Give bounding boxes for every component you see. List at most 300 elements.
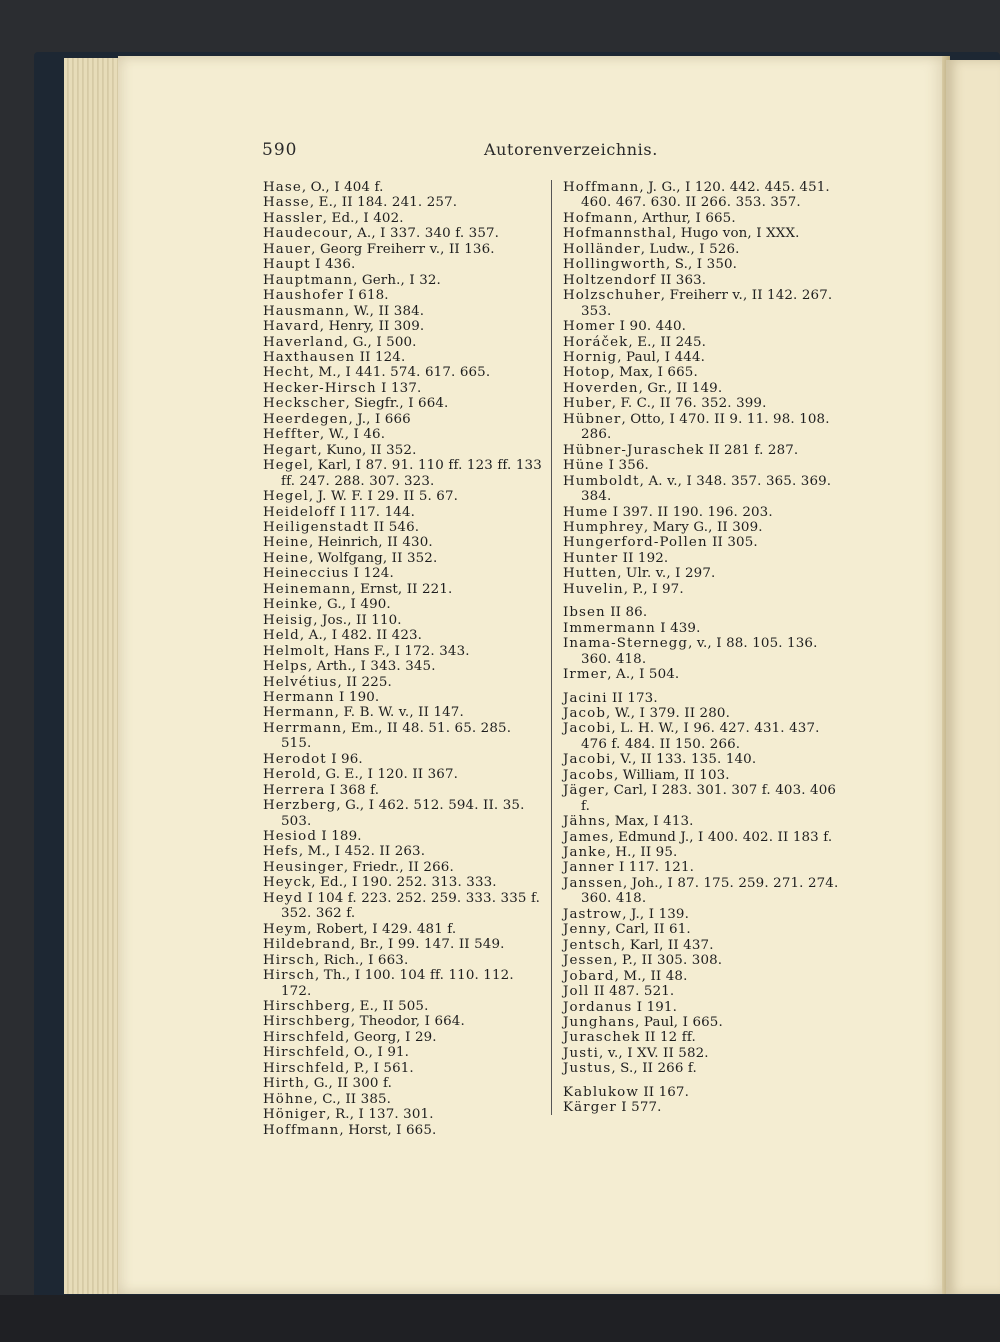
index-entry (563, 721, 845, 752)
entry-references: , L. H. W., I 96. 427. 431. 437. 476 f. 484. II 150. 266. (581, 721, 820, 752)
entry-references: , Gr., II 149. (638, 380, 723, 396)
entry-author-name: Hungerford-Pollen (563, 535, 708, 551)
entry-author-name: Hirschfeld (263, 1029, 346, 1045)
index-entry (563, 1000, 845, 1015)
index-entry (563, 1015, 845, 1030)
index-entry (263, 783, 545, 798)
entry-author-name: Humboldt (563, 473, 640, 489)
index-entry (263, 1030, 545, 1045)
index-entry (563, 474, 845, 505)
entry-references: , Max, I 665. (610, 365, 698, 381)
entry-references: , E., II 245. (628, 334, 707, 350)
entry-author-name: Hecker-Hirsch (263, 380, 377, 396)
entry-author-name: Jacob (563, 705, 606, 721)
entry-references: II 363. (656, 272, 707, 288)
entry-references: II 305. (707, 535, 758, 551)
index-entry (563, 180, 845, 211)
entry-references: I 189. (317, 829, 362, 845)
entry-author-name: Jentsch (563, 937, 621, 953)
facing-page-edge (946, 60, 1000, 1294)
entry-author-name: Hefs (263, 844, 299, 860)
index-entry (563, 876, 845, 907)
entry-references: , G., II 300 f. (304, 1076, 393, 1092)
entry-references: , E., II 505. (350, 999, 429, 1015)
index-entry (563, 768, 845, 783)
entry-author-name: Haverland (263, 334, 344, 350)
entry-author-name: Hegel (263, 458, 309, 474)
entry-author-name: Hesiod (263, 829, 317, 845)
entry-references: I 104 f. 223. 252. 259. 333. 335 f. 352. 362 f. (281, 890, 540, 922)
index-entry (563, 752, 845, 767)
entry-author-name: Heine (263, 550, 309, 566)
index-entry (263, 1107, 545, 1122)
index-entry (563, 257, 845, 272)
entry-author-name: Hasse (263, 195, 310, 211)
entry-author-name: Hofmann (563, 210, 634, 226)
index-entry (563, 783, 845, 814)
index-entry (563, 381, 845, 396)
entry-author-name: Herzberg (263, 798, 337, 814)
entry-references: I 618. (344, 288, 389, 304)
entry-author-name: Kärger (563, 1100, 617, 1116)
index-entry (563, 288, 845, 319)
index-entry (563, 1046, 845, 1061)
index-entry (263, 180, 545, 195)
entry-references: , F. C., II 76. 352. 399. (611, 396, 767, 412)
index-entry (263, 628, 545, 643)
index-entry (563, 605, 845, 620)
running-head: Autorenverzeichnis. (484, 140, 658, 159)
entry-references: , Friedr., II 266. (343, 859, 454, 875)
entry-references: , G. E., I 120. II 367. (316, 767, 459, 783)
index-entry (263, 1014, 545, 1029)
entry-references: II 12 ff. (640, 1030, 696, 1046)
entry-author-name: Huvelin (563, 581, 624, 597)
entry-author-name: Jacobi (563, 752, 612, 768)
index-entry (263, 1123, 545, 1138)
entry-author-name: Herold (263, 767, 317, 783)
index-entry (563, 621, 845, 636)
page-stack-edges (64, 58, 124, 1294)
entry-author-name: Hirsch (263, 968, 315, 984)
entry-references: , Horst, I 665. (339, 1122, 437, 1138)
entry-author-name: Kablukow (563, 1084, 639, 1100)
entry-author-name: Hübner-Juraschek (563, 442, 705, 458)
entry-references: , Henry, II 309. (319, 319, 425, 335)
entry-author-name: Hornig (563, 349, 618, 365)
entry-references: I 439. (655, 620, 701, 636)
index-entry (263, 582, 545, 597)
entry-references: , R., I 137. 301. (326, 1107, 434, 1123)
index-entry (263, 350, 545, 365)
entry-references: , Siegfr., I 664. (345, 396, 449, 412)
entry-author-name: Janke (563, 845, 607, 861)
entry-author-name: Hoffmann (563, 180, 640, 195)
index-entry (563, 273, 845, 288)
entry-author-name: Joll (563, 984, 590, 1000)
entry-author-name: Jessen (563, 953, 614, 969)
index-entry (263, 396, 545, 411)
index-entry (263, 365, 545, 380)
entry-author-name: Helps (263, 659, 308, 675)
entry-references: I 190. (334, 689, 380, 705)
entry-author-name: Hunter (563, 550, 619, 566)
entry-author-name: Held (263, 628, 300, 644)
entry-author-name: Heckscher (263, 396, 346, 412)
entry-references: , Heinrich, II 430. (308, 535, 433, 551)
entry-author-name: Hume (563, 504, 609, 520)
entry-author-name: Hirschberg (263, 999, 351, 1015)
index-entry (563, 907, 845, 922)
index-entry (263, 551, 545, 566)
entry-references: , Edmund J., I 400. 402. II 183 f. (609, 829, 833, 845)
entry-author-name: Heerdegen (263, 411, 349, 427)
entry-references: , M., I 452. II 263. (298, 844, 426, 860)
index-entry (263, 999, 545, 1014)
entry-author-name: Heyck (263, 875, 312, 891)
entry-author-name: Hirsch (263, 952, 315, 968)
entry-author-name: Humphrey (563, 519, 644, 535)
entry-author-name: Hirschfeld (263, 1045, 346, 1061)
index-entry (263, 505, 545, 520)
index-entry (563, 667, 845, 682)
entry-references: , H., II 95. (606, 845, 678, 861)
entry-references: , Em., II 48. 51. 65. 285. 515. (281, 720, 512, 752)
index-entry (263, 304, 545, 319)
entry-author-name: Hase (263, 180, 302, 195)
entry-references: , J. W. F. I 29. II 5. 67. (308, 489, 459, 505)
entry-references: II 167. (638, 1084, 690, 1100)
entry-references: I 137. (376, 380, 422, 396)
entry-author-name: Haupt (263, 257, 311, 273)
entry-author-name: Heusinger (263, 859, 344, 875)
entry-author-name: Helmolt (263, 643, 326, 659)
entry-author-name: Homer (563, 319, 616, 335)
entry-author-name: Hassler (263, 210, 323, 226)
index-entry (563, 551, 845, 566)
entry-references: , W., I 46. (319, 427, 386, 443)
entry-references: , Ludw., I 526. (640, 241, 740, 257)
entry-author-name: Huber (563, 396, 612, 412)
entry-references: II 281 f. 287. (704, 442, 799, 458)
entry-author-name: Hoffmann (263, 1122, 340, 1138)
entry-author-name: Heine (263, 535, 309, 551)
entry-author-name: Jähns (563, 814, 606, 830)
entry-references: II 192. (618, 550, 669, 566)
entry-references: , Theodor, I 664. (350, 1014, 465, 1030)
entry-author-name: Justus (563, 1061, 612, 1077)
entry-author-name: Jäger (563, 783, 605, 799)
entry-references: , J., I 666 (348, 411, 411, 427)
entry-references: , Hans F., I 172. 343. (325, 643, 470, 659)
entry-references: , Kuno, II 352. (317, 442, 417, 458)
index-entry (263, 427, 545, 442)
index-entry (263, 566, 545, 581)
entry-references: , Th., I 100. 104 ff. 110. 112. 172. (281, 968, 514, 999)
entry-references: II 487. 521. (589, 984, 675, 1000)
entry-references: , Ulr. v., I 297. (617, 566, 716, 582)
entry-author-name: Juraschek (563, 1030, 641, 1046)
entry-references: I 117. 144. (335, 504, 416, 520)
entry-references: , Ed., I 402. (322, 210, 404, 226)
index-entry (263, 597, 545, 612)
index-entry (263, 937, 545, 952)
entry-author-name: Jacobi (563, 721, 612, 737)
entry-references: , Arth., I 343. 345. (307, 659, 436, 675)
entry-references: , Rich., I 663. (314, 952, 409, 968)
entry-references: , II 225. (337, 674, 392, 690)
index-entry (263, 335, 545, 350)
entry-references: , v., I 88. 105. 136. 360. 418. (581, 636, 818, 667)
index-entry (263, 690, 545, 705)
index-entry (563, 520, 845, 535)
index-entry (263, 211, 545, 226)
entry-references: , Georg Freiherr v., II 136. (311, 241, 495, 257)
entry-author-name: Höhne (263, 1091, 314, 1107)
entry-references: , A., I 482. II 423. (299, 628, 423, 644)
entry-references: I 96. (326, 751, 363, 767)
entry-references: , G., I 490. (318, 597, 391, 613)
entry-author-name: Herrera (263, 782, 326, 798)
entry-references: , G., I 500. (343, 334, 417, 350)
entry-references: , Robert, I 429. 481 f. (307, 921, 457, 937)
entry-references: , P., I 97. (623, 581, 684, 597)
entry-references: II 124. (355, 349, 406, 365)
index-entry (263, 644, 545, 659)
entry-author-name: Heineccius (263, 566, 350, 582)
entry-references: , Freiherr v., II 142. 267. 353. (581, 288, 833, 319)
entry-references: I 90. 440. (615, 319, 687, 335)
page-number: 590 (262, 140, 298, 160)
index-entry (263, 319, 545, 334)
index-entry (263, 443, 545, 458)
index-entry (263, 489, 545, 504)
index-entry (263, 1076, 545, 1091)
index-entry (263, 458, 545, 489)
entry-author-name: Havard (263, 319, 320, 335)
entry-author-name: Hirschberg (263, 1014, 351, 1030)
index-entry (563, 535, 845, 550)
entry-author-name: Hirschfeld (263, 1060, 346, 1076)
entry-author-name: Immermann (563, 620, 656, 636)
entry-author-name: Hutten (563, 566, 618, 582)
entry-references: , Wolfgang, II 352. (308, 550, 438, 566)
entry-author-name: Hirth (263, 1076, 305, 1092)
entry-author-name: Jacobs (563, 767, 614, 783)
index-entry (563, 691, 845, 706)
entry-references: I 577. (616, 1100, 662, 1116)
entry-references: , William, II 103. (613, 767, 730, 783)
entry-references: , F. B. W. v., II 147. (334, 705, 464, 721)
entry-references: , W., II 384. (344, 303, 425, 319)
entry-references: , P., II 305. 308. (613, 953, 723, 969)
index-entry (563, 458, 845, 473)
entry-author-name: Inama-Sternegg (563, 636, 689, 652)
entry-references: , Carl, II 61. (606, 922, 691, 938)
index-entry (263, 798, 545, 829)
index-entry (263, 968, 545, 999)
entry-author-name: Hecht (263, 365, 310, 381)
index-entry (263, 860, 545, 875)
entry-author-name: Hübner (563, 411, 622, 427)
entry-author-name: Hauer (263, 241, 312, 257)
index-entry (563, 319, 845, 334)
index-column-left (263, 180, 545, 1138)
entry-author-name: Hauptmann (263, 272, 354, 288)
entry-author-name: Hegart (263, 442, 318, 458)
index-entry (263, 844, 545, 859)
index-entry (563, 566, 845, 581)
entry-references: , V., II 133. 135. 140. (611, 752, 757, 768)
index-entry (563, 1085, 845, 1100)
index-entry (563, 505, 845, 520)
index-entry (563, 830, 845, 845)
entry-author-name: Irmer (563, 667, 608, 683)
index-entry (263, 891, 545, 922)
entry-author-name: Jacini (563, 690, 608, 706)
index-entry (563, 845, 845, 860)
entry-author-name: Holländer (563, 241, 641, 257)
entry-author-name: Holtzendorf (563, 272, 657, 288)
entry-references: , S., II 266 f. (611, 1061, 697, 1077)
index-entry (563, 582, 845, 597)
index-entry (563, 938, 845, 953)
entry-references: , Paul, I 444. (617, 349, 706, 365)
entry-references: , Mary G., II 309. (643, 519, 763, 535)
index-entry (263, 226, 545, 241)
entry-references: , Karl, II 437. (621, 937, 714, 953)
entry-author-name: Herrmann (263, 720, 343, 736)
index-entry (263, 412, 545, 427)
entry-author-name: Heym (263, 921, 308, 937)
entry-author-name: Hofmannsthal (563, 226, 672, 242)
index-entry (263, 1092, 545, 1107)
entry-references: I 191. (632, 999, 677, 1015)
index-entry (563, 242, 845, 257)
entry-author-name: Horáček (563, 334, 629, 350)
entry-author-name: James (563, 829, 610, 845)
entry-author-name: Heffter (263, 427, 320, 443)
index-entry (263, 705, 545, 720)
entry-author-name: Heinemann (263, 581, 352, 597)
index-entry (563, 984, 845, 999)
entry-references: I 124. (349, 566, 394, 582)
entry-references: , Br., I 99. 147. II 549. (350, 937, 505, 953)
entry-author-name: Ibsen (563, 605, 606, 621)
entry-author-name: Hüne (563, 458, 605, 474)
index-entry (563, 396, 845, 411)
index-entry (263, 659, 545, 674)
index-entry (563, 335, 845, 350)
entry-references: , Hugo von, I XXX. (671, 226, 800, 242)
index-entry (563, 814, 845, 829)
entry-references: , M., II 48. (614, 968, 688, 984)
entry-author-name: Jastrow (563, 906, 623, 922)
index-entry (263, 875, 545, 890)
index-entry (563, 365, 845, 380)
entry-references: , Paul, I 665. (635, 1015, 723, 1031)
index-entry (563, 922, 845, 937)
entry-author-name: Helvétius (263, 674, 338, 690)
index-entry (263, 675, 545, 690)
entry-references: , M., I 441. 574. 617. 665. (309, 365, 491, 381)
entry-author-name: Jobard (563, 968, 615, 984)
index-entry (263, 767, 545, 782)
entry-author-name: Herodot (263, 751, 327, 767)
index-entry (563, 1030, 845, 1045)
entry-references: , Georg, I 29. (345, 1029, 437, 1045)
entry-author-name: Jordanus (563, 999, 633, 1015)
entry-author-name: Hoverden (563, 380, 639, 396)
entry-references: II 86. (605, 605, 648, 621)
index-entry (563, 443, 845, 458)
entry-references: , S., I 350. (665, 257, 738, 273)
index-entry (263, 721, 545, 752)
entry-references: , v., I XV. II 582. (599, 1045, 709, 1061)
entry-author-name: Junghans (563, 1015, 636, 1031)
entry-references: I 436. (310, 257, 356, 273)
entry-references: , Otto, I 470. II 9. 11. 98. 108. 286. (581, 411, 830, 443)
entry-references: , J. G., I 120. 442. 445. 451. 460. 467. 630. II 266. 353. 357. (581, 180, 830, 211)
entry-author-name: Hausmann (263, 303, 345, 319)
index-entry (263, 273, 545, 288)
index-entry (263, 752, 545, 767)
entry-author-name: Heideloff (263, 504, 336, 520)
entry-references: I 117. 121. (614, 860, 695, 876)
entry-references: , E., II 184. 241. 257. (309, 195, 458, 211)
index-entry (563, 953, 845, 968)
entry-author-name: Hotop (563, 365, 611, 381)
entry-references: I 397. II 190. 196. 203. (608, 504, 773, 520)
index-entry (263, 381, 545, 396)
entry-author-name: Hollingworth (563, 257, 666, 273)
index-entry (263, 613, 545, 628)
index-entry (263, 953, 545, 968)
entry-references: , A., I 337. 340 f. 357. (348, 226, 500, 242)
index-entry (263, 1045, 545, 1060)
index-entry (563, 350, 845, 365)
index-entry (263, 829, 545, 844)
entry-references: , G., I 462. 512. 594. II. 35. 503. (281, 798, 525, 829)
entry-references: II 173. (607, 690, 658, 706)
column-divider (551, 180, 552, 1115)
entry-references: I 356. (604, 458, 649, 474)
index-entry (563, 226, 845, 241)
index-entry (563, 860, 845, 875)
entry-author-name: Heisig (263, 612, 314, 628)
entry-references: , O., I 91. (345, 1045, 410, 1061)
entry-references: , Ed., I 190. 252. 313. 333. (311, 875, 497, 891)
index-entry (263, 242, 545, 257)
entry-references: , Carl, I 283. 301. 307 f. 403. 406 f. (581, 783, 837, 814)
entry-author-name: Justi (563, 1045, 600, 1061)
index-entry (263, 288, 545, 303)
entry-author-name: Janssen (563, 875, 623, 891)
entry-author-name: Hermann (263, 689, 335, 705)
index-entry (263, 257, 545, 272)
entry-author-name: Jenny (563, 922, 607, 938)
index-entry (563, 706, 845, 721)
entry-references: , P., I 561. (345, 1060, 414, 1076)
entry-references: , Arthur, I 665. (633, 210, 736, 226)
index-entry (563, 412, 845, 443)
entry-references: , Jos., II 110. (313, 612, 402, 628)
entry-author-name: Haushofer (263, 288, 345, 304)
index-entry (563, 969, 845, 984)
entry-author-name: Holzschuher (563, 288, 661, 304)
entry-author-name: Haudecour (263, 226, 349, 242)
index-entry (263, 922, 545, 937)
